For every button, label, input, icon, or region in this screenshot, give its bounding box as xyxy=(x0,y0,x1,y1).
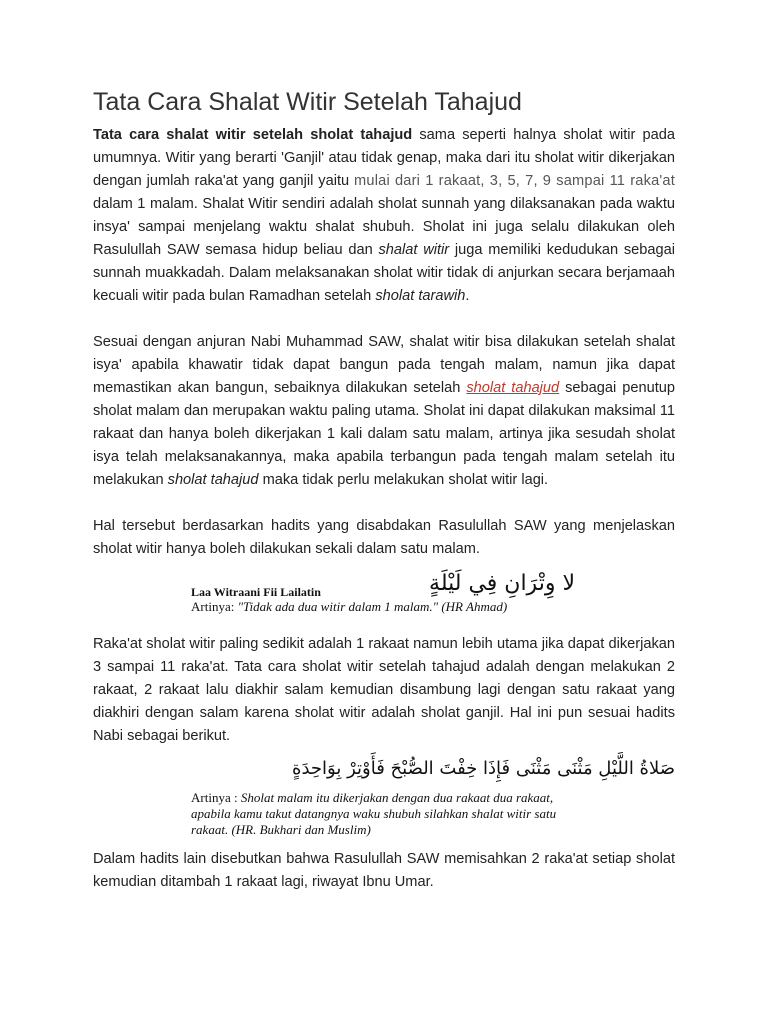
arabic-text-1: لا وِتْرَانِ فِي لَيْلَةٍ xyxy=(429,571,575,596)
paragraph-3: Hal tersebut berdasarkan hadits yang disabdakan Rasulullah SAW yang menjelaskan sholat witir hanya boleh dilakukan sekali dalam satu malam. xyxy=(93,518,675,557)
arabic-text-2: صَلاةُ اللَّيْلِ مَثْنَى مَثْنَى فَإِذَا خِفْتَ الصُّبْحَ فَأَوْتِرْ بِوَاحِدَةٍ xyxy=(292,758,675,779)
meaning-label-1: Artinya: xyxy=(191,599,238,614)
meaning-2 xyxy=(191,790,581,838)
page-title: Tata Cara Shalat Witir Setelah Tahajud xyxy=(93,88,522,116)
italic-shalat-witir: shalat witir xyxy=(378,242,450,258)
paragraph-1 xyxy=(93,124,675,308)
paragraph-2 xyxy=(93,331,675,492)
article xyxy=(93,86,675,894)
sholat-tahajud-link[interactable]: sholat tahajud xyxy=(466,380,560,396)
hadith-quote-1 xyxy=(191,571,675,633)
meaning-1 xyxy=(191,599,507,615)
bold-lead: Tata cara shalat witir setelah sholat tahajud xyxy=(93,127,413,143)
hadith-quote-2 xyxy=(191,758,675,848)
meaning-label-2: Artinya : xyxy=(191,790,241,805)
p2-text-a: Sesuai dengan anjuran Nabi Muhammad SAW, shalat witir bisa dilakukan setelah shalat isya' apabila khawatir tidak dapat bangun pada tengah malam, namun jika dapat memastikan akan bangun, sebaiknya dilakukan setelah xyxy=(93,334,675,396)
p2-text-c: maka tidak perlu melakukan sholat witir lagi. xyxy=(258,472,549,488)
meaning-text-2: Sholat malam itu dikerjakan dengan dua rakaat dua rakaat, apabila kamu takut datangnya waku shubuh silahkan shalat witir satu rakaat. (HR. Bukhari dan Muslim) xyxy=(191,790,557,837)
p1-text-c: juga memiliki kedudukan sebagai sunnah muakkadah. Dalam melaksanakan sholat witir tidak di anjurkan secara berjamaah kecuali witir pada bulan Ramadhan setelah xyxy=(93,242,675,304)
meaning-text-1: "Tidak ada dua witir dalam 1 malam." (HR Ahmad) xyxy=(237,599,508,614)
italic-sholat-tarawih: sholat tarawih xyxy=(375,288,466,304)
p2-text-b: sebagai penutup sholat malam dan merupakan waktu paling utama. Sholat ini dapat dilakukan maksimal 11 rakaat dan hanya boleh dikerjakan 1 kali dalam satu malam, artinya jika sesudah sholat isya telah melaksanakannya, maka apabila terbangun pada tengah malam setelah itu melakukan xyxy=(93,380,675,488)
rakaat-range: mulai dari 1 rakaat, 3, 5, 7, 9 sampai 11 raka'at xyxy=(354,173,675,189)
p1-text-d: . xyxy=(465,288,470,304)
p1-text-b: dalam 1 malam. Shalat Witir sendiri adalah sholat sunnah yang dilaksanakan pada waktu insya' sampai menjelang waktu shalat shubuh. Sholat ini juga selalu dilakukan oleh Rasulullah SAW semasa hidup beliau dan xyxy=(93,196,675,258)
paragraph-4: Raka'at sholat witir paling sedikit adalah 1 rakaat namun lebih utama jika dapat dikerjakan 3 sampai 11 raka'at. Tata cara sholat witir setelah tahajud adalah dengan melakukan 2 rakaat, 2 rakaat lalu diakhir salam kemudian disambung lagi dengan satu rakaat yang diakhiri dengan salam karena sholat witir adalah sholat ganjil. Hal ini pun sesuai hadits Nabi sebagai berikut. xyxy=(93,636,675,744)
transliteration: Laa Witraani Fii Lailatin xyxy=(191,585,321,599)
paragraph-5: Dalam hadits lain disebutkan bahwa Rasulullah SAW memisahkan 2 raka'at setiap sholat kemudian ditambah 1 rakaat lagi, riwayat Ibnu Umar. xyxy=(93,851,675,890)
p1-text-a: sama seperti halnya sholat witir pada umumnya. Witir yang berarti 'Ganjil' atau tidak genap, maka dari itu sholat witir dikerjakan dengan jumlah raka'at yang ganjil yaitu xyxy=(93,127,676,189)
italic-sholat-tahajud: sholat tahajud xyxy=(167,472,259,488)
